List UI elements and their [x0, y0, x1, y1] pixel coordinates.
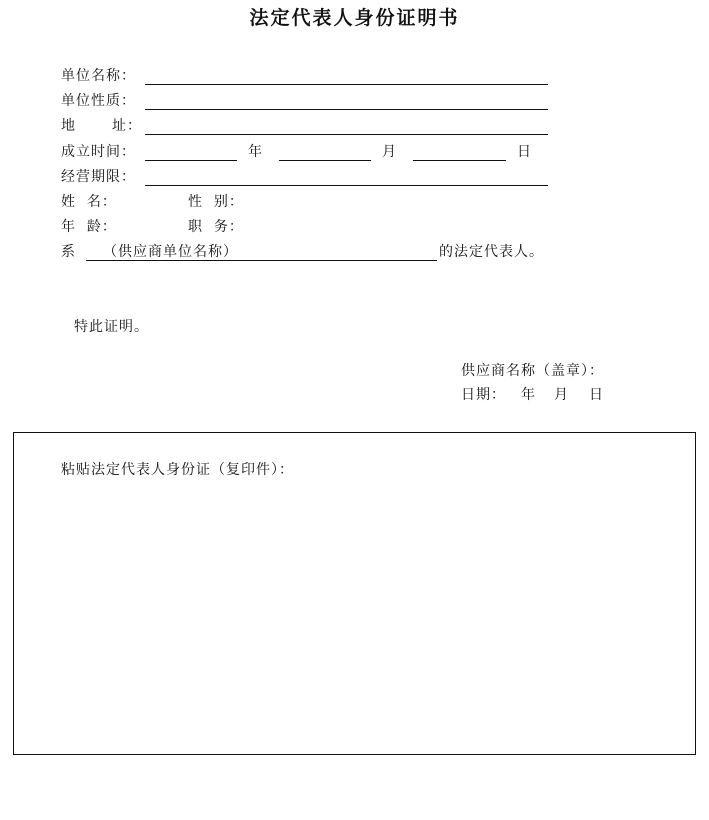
founded-year-unit: 年 [248, 144, 263, 160]
gender-label: 性 别： [188, 194, 244, 210]
relation-suffix: 的法定代表人。 [439, 244, 544, 260]
founded-month-unit: 月 [382, 144, 397, 160]
signature-date-label: 日期： [461, 387, 506, 403]
unit-type-label: 单位性质： [61, 93, 136, 109]
founded-label: 成立时间： [61, 144, 136, 160]
founded-month-field[interactable] [279, 160, 371, 161]
age-label: 年 龄： [61, 219, 117, 235]
supplier-name-field[interactable] [86, 260, 437, 261]
founded-day-field[interactable] [413, 160, 506, 161]
supplier-seal-label: 供应商名称（盖章）： [461, 363, 604, 379]
address-label-left: 地 [61, 118, 76, 134]
founded-day-unit: 日 [517, 144, 532, 160]
signature-month-unit: 月 [554, 387, 569, 403]
signature-year-unit: 年 [521, 387, 536, 403]
id-card-paste-label: 粘贴法定代表人身份证（复印件）： [61, 462, 294, 478]
position-label: 职 务： [188, 219, 244, 235]
signature-day-unit: 日 [589, 387, 604, 403]
term-label: 经营期限： [61, 169, 136, 185]
unit-name-label: 单位名称： [61, 68, 136, 84]
document-title: 法定代表人身份证明书 [249, 7, 460, 29]
relation-prefix: 系 [61, 244, 76, 260]
address-field[interactable] [145, 134, 548, 135]
unit-name-field[interactable] [145, 84, 548, 85]
supplier-name-placeholder: （供应商单位名称） [103, 244, 238, 260]
address-label-right: 址： [112, 118, 142, 134]
unit-type-field[interactable] [145, 109, 548, 110]
term-field[interactable] [145, 185, 548, 186]
name-label: 姓 名： [61, 194, 117, 210]
certification-text: 特此证明。 [74, 319, 149, 335]
id-card-paste-box [13, 432, 696, 755]
founded-year-field[interactable] [145, 160, 237, 161]
